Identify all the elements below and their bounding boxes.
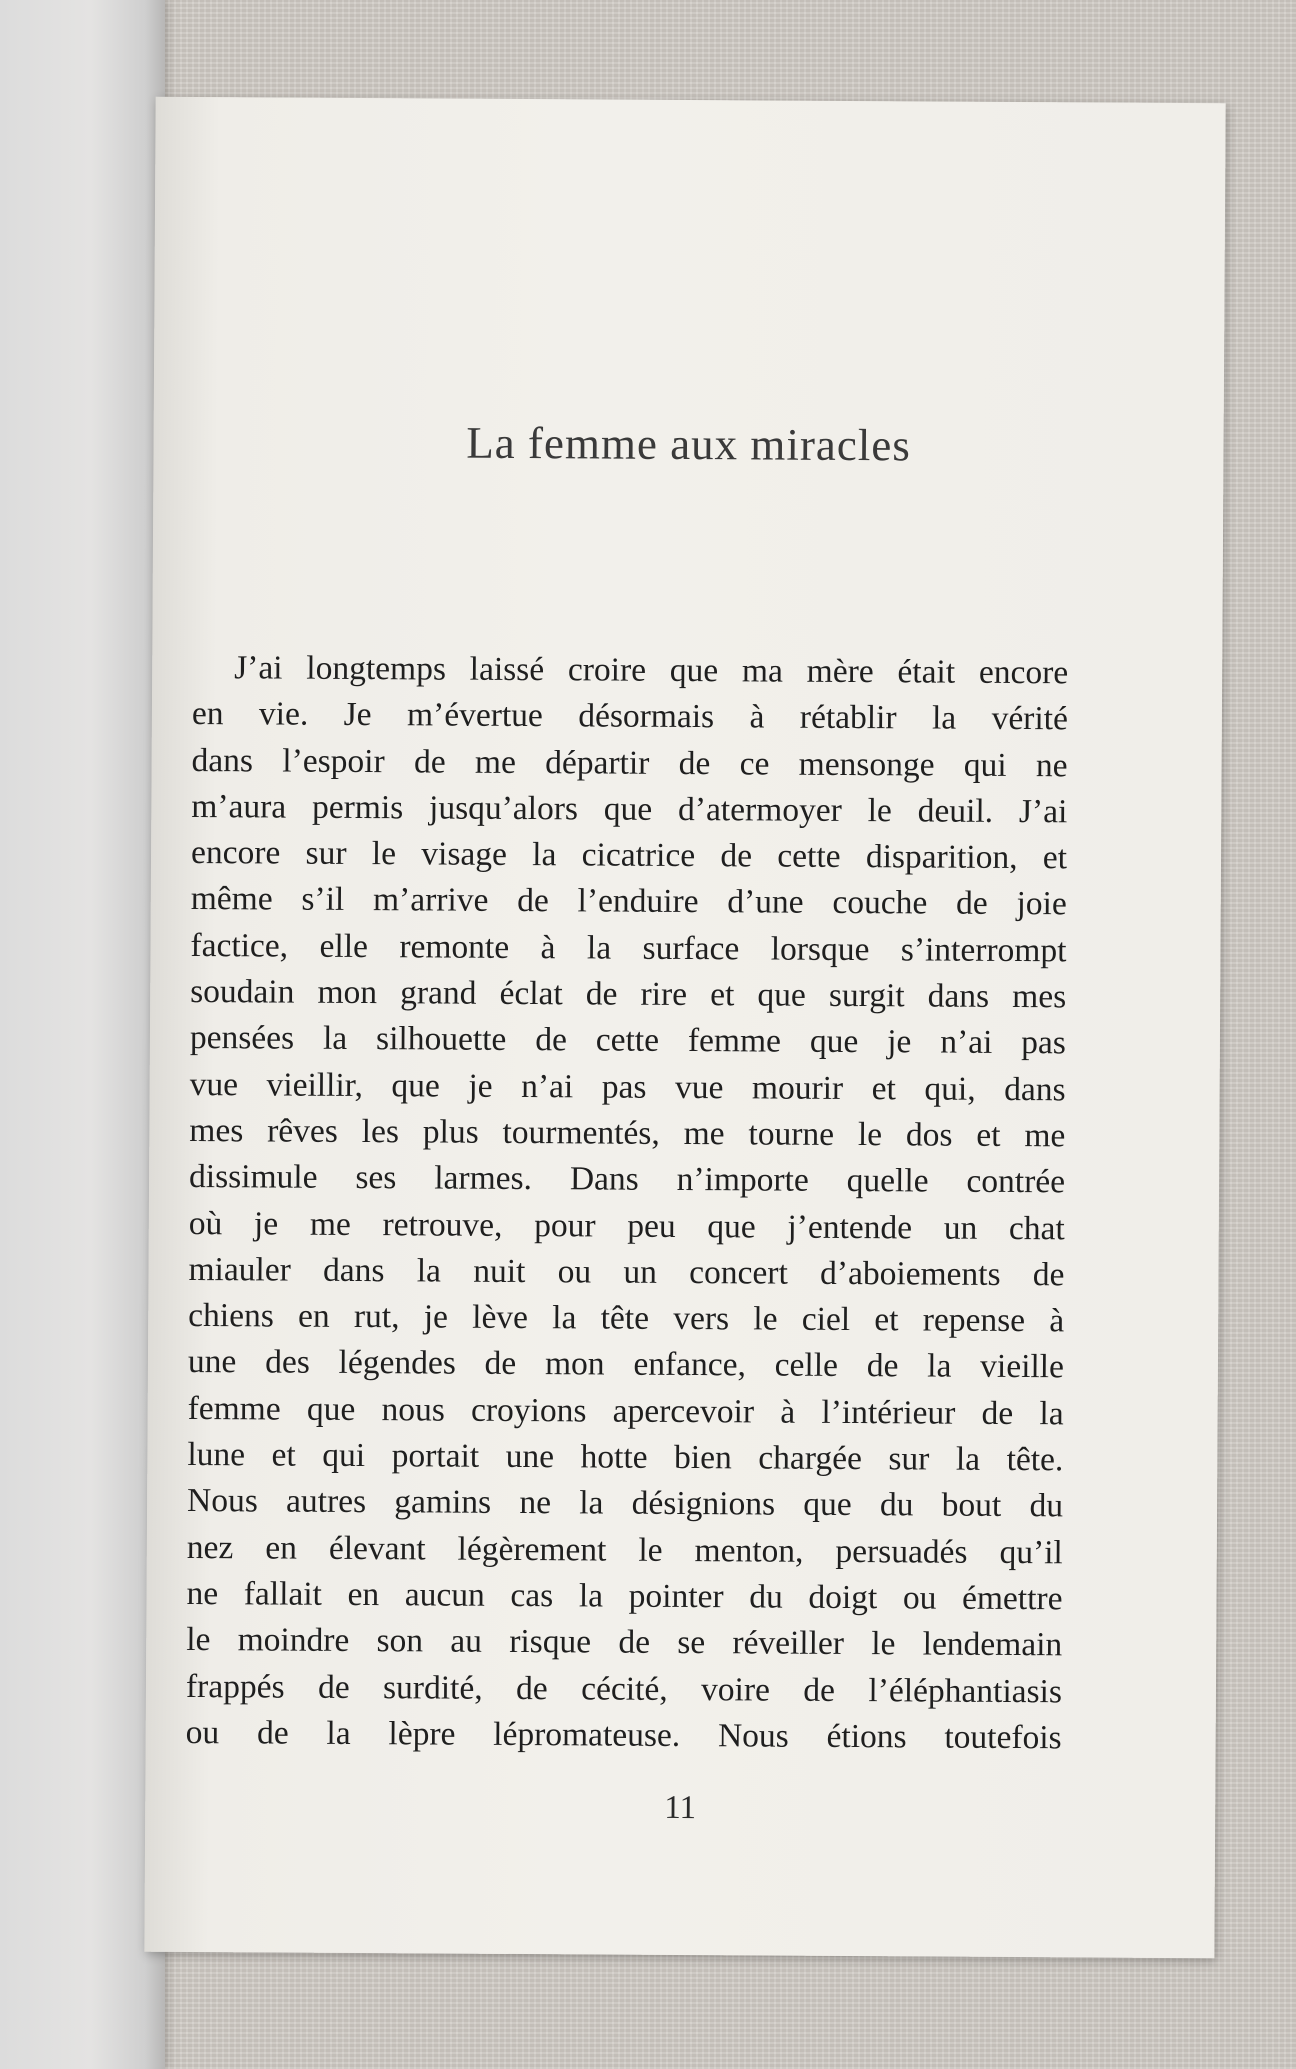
text-line: frappés de surdité, de cécité, voire de l’éléphantiasis <box>185 1667 1063 1710</box>
text-line: factice, elle remonte à la surface lorsque s’interrompt <box>190 926 1067 970</box>
text-line: encore sur le visage la cicatrice de cette disparition, et <box>190 834 1068 877</box>
text-line: miauler dans la nuit ou un concert d’aboiements de <box>188 1250 1065 1294</box>
text-line: femme que nous croyions apercevoir à l’intérieur de la <box>187 1389 1064 1433</box>
text-line: nez en élevant légèrement le menton, persuadés qu’il <box>186 1528 1063 1571</box>
text-line: vue vieillir, que je n’ai pas vue mourir et qui, dans <box>189 1065 1066 1108</box>
page-number: 11 <box>664 1789 697 1827</box>
text-line: dissimule ses larmes. Dans n’importe quelle contrée <box>188 1158 1066 1201</box>
text-line: en vie. Je m’évertue désormais à rétablir la vérité <box>191 695 1069 738</box>
text-line: pensées la silhouette de cette femme que je n’ai pas <box>189 1019 1067 1062</box>
text-line: mes rêves les plus tourmentés, me tourne le dos et me <box>189 1111 1066 1155</box>
body-text <box>186 645 1069 1761</box>
text-line: le moindre son au risque de se réveiller le lendemain <box>186 1621 1063 1664</box>
facing-page <box>0 0 165 2069</box>
text-line: J’ai longtemps laissé croire que ma mère était encore <box>234 649 1069 692</box>
book-page <box>144 97 1225 1959</box>
text-line: chiens en rut, je lève la tête vers le ciel et repense à <box>188 1297 1065 1340</box>
text-line: ne fallait en aucun cas la pointer du doigt ou émettre <box>186 1574 1063 1618</box>
text-line: soudain mon grand éclat de rire et que surgit dans mes <box>190 973 1067 1016</box>
text-line: m’aura permis jusqu’alors que d’atermoyer le deuil. J’ai <box>191 787 1068 831</box>
text-line: où je me retrouve, pour peu que j’entende un chat <box>188 1204 1065 1247</box>
text-line: Nous autres gamins ne la désignions que du bout du <box>186 1482 1064 1525</box>
text-line: même s’il m’arrive de l’enduire d’une couche de joie <box>190 880 1067 923</box>
chapter-title: La femme aux miracles <box>466 417 911 471</box>
text-line: ou de la lèpre lépromateuse. Nous étions toutefois <box>185 1713 1062 1757</box>
text-line: une des légendes de mon enfance, celle de la vieille <box>187 1343 1065 1386</box>
text-line: lune et qui portait une hotte bien chargée sur la tête. <box>187 1436 1064 1479</box>
text-line: dans l’espoir de me départir de ce mensonge qui ne <box>191 741 1068 784</box>
